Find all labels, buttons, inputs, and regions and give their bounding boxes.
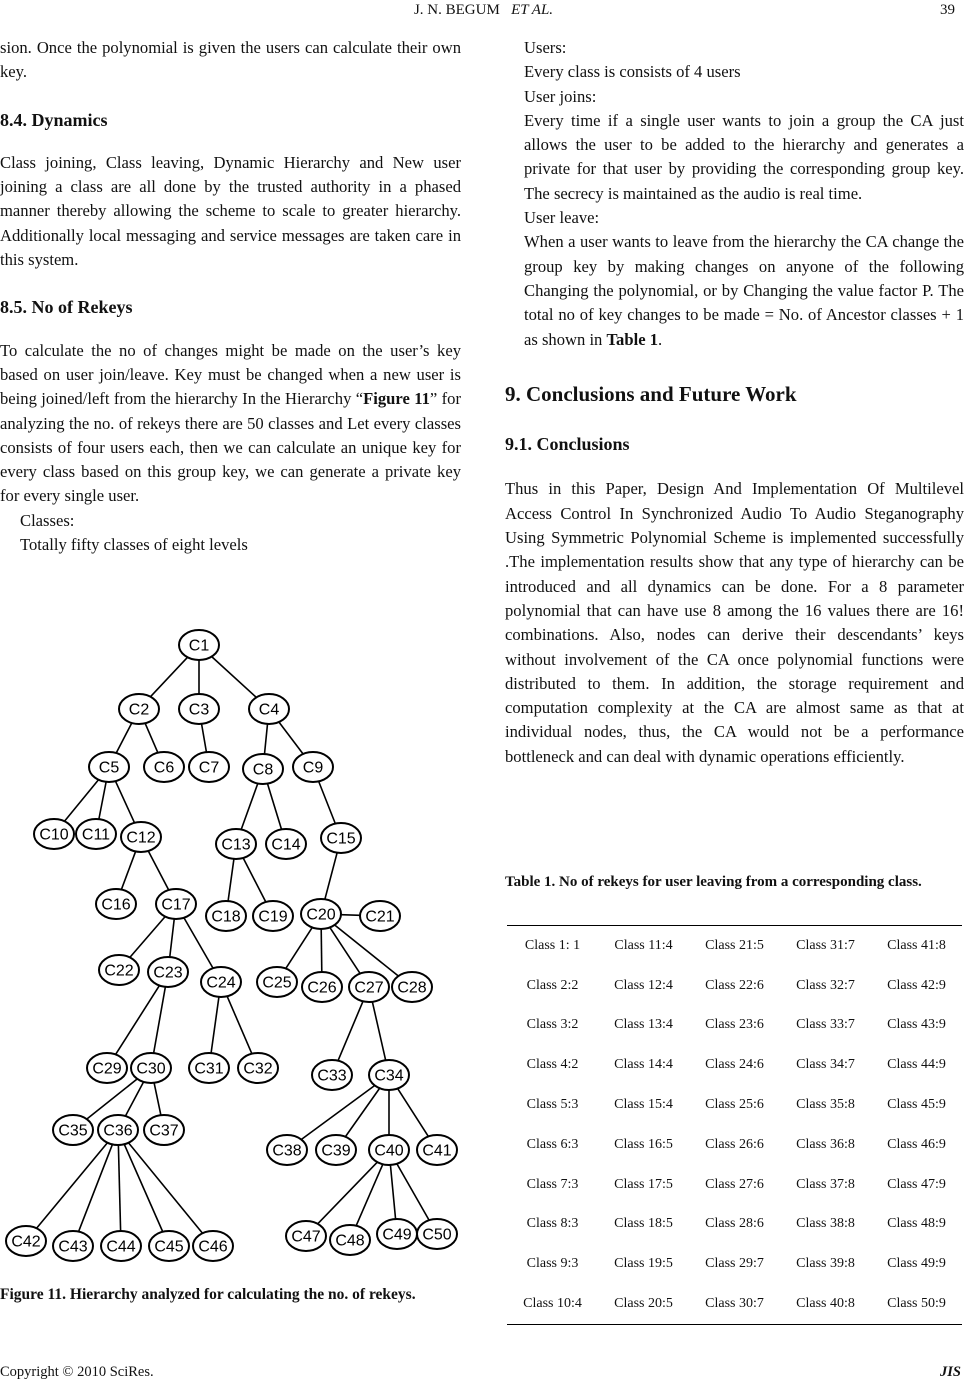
tree-edge-c15-c20	[325, 853, 337, 900]
table-cell: Class 7:3	[526, 1176, 579, 1192]
tree-edge-c36-c46	[128, 1143, 202, 1233]
tree-edge-c1-c2	[151, 657, 188, 696]
tree-node-c17	[156, 889, 196, 919]
tree-edge-c24-c31	[211, 997, 219, 1053]
tree-node-label: C19	[258, 908, 288, 926]
tree-node-c42	[6, 1226, 46, 1256]
tree-edge-c12-c17	[148, 851, 168, 890]
tree-node-label: C33	[317, 1067, 347, 1085]
table-row	[507, 1125, 962, 1165]
tree-edge-c5-c12	[115, 781, 134, 823]
tree-edge-c34-c41	[398, 1089, 429, 1137]
table-cell: Class 30:7	[705, 1296, 764, 1312]
table-cell: Class 6:3	[526, 1136, 579, 1152]
tree-node-label: C40	[374, 1142, 404, 1160]
tree-node-label: C42	[11, 1233, 41, 1251]
table-cell: Class 33:7	[796, 1017, 855, 1033]
section-8-4-title: 8.4. Dynamics	[0, 109, 108, 130]
tree-node-c30	[131, 1053, 171, 1083]
tree-edge-c23-c30	[154, 987, 166, 1053]
table-cell: Class 44:9	[887, 1057, 946, 1073]
table-cell: Class 19:5	[614, 1256, 673, 1272]
tree-edge-c9-c15	[319, 781, 336, 823]
users-label: Users:	[524, 38, 567, 57]
tree-node-label: C44	[106, 1238, 136, 1256]
tree-edge-c3-c7	[202, 724, 207, 752]
tree-edge-c4-c9	[279, 722, 303, 754]
figure-caption: Figure 11. Hierarchy analyzed for calculating the no. of rekeys.	[0, 1286, 416, 1303]
tree-node-label: C48	[335, 1232, 365, 1250]
table-caption: Table 1. No of rekeys for user leaving from a corresponding class.	[505, 874, 922, 890]
table-cell: Class 29:7	[705, 1256, 764, 1272]
tree-node-label: C43	[58, 1238, 88, 1256]
table-cell: Class 36:8	[796, 1136, 855, 1152]
intro-paragraph: sion. Once the polynomial is given the users can calculate their own key.	[0, 38, 461, 82]
table-cell: Class 15:4	[614, 1097, 673, 1113]
rekeys-table	[507, 925, 962, 1325]
tree-node-c45	[149, 1231, 189, 1261]
table-cell: Class 24:6	[705, 1057, 764, 1073]
tree-node-c33	[312, 1060, 352, 1090]
tree-node-c47	[286, 1221, 326, 1251]
tree-node-label: C5	[98, 759, 120, 777]
tree-node-c19	[253, 901, 293, 931]
section-8-4-body: Class joining, Class leaving, Dynamic Hierarchy and New user joining a class are all done by the trusted authority in a phased manner thereby allowing the scheme to scale to greater hierarchy. Additionally local messaging and service messages are taken care in this system.	[0, 152, 461, 270]
table-cell: Class 2:2	[526, 977, 579, 993]
table-cell: Class 8:3	[526, 1216, 579, 1232]
table-cell: Class 40:8	[796, 1296, 855, 1312]
tree-node-c50	[417, 1219, 457, 1249]
tree-node-c15	[321, 823, 361, 853]
table-row	[507, 966, 962, 1006]
tree-edge-c23-c29	[116, 986, 160, 1055]
tree-edge-c4-c8	[264, 724, 267, 754]
table-cell: Class 20:5	[614, 1296, 673, 1312]
tree-node-label: C8	[252, 761, 274, 779]
tree-node-label: C49	[382, 1226, 412, 1244]
tree-node-c22	[99, 955, 139, 985]
tree-node-label: C17	[161, 896, 191, 914]
table-cell: Class 46:9	[887, 1136, 946, 1152]
tree-node-label: C16	[101, 896, 131, 914]
tree-node-c44	[101, 1231, 141, 1261]
tree-edge-c8-c13	[241, 783, 258, 829]
tree-node-label: C29	[92, 1060, 122, 1078]
table-row	[507, 1006, 962, 1046]
table-cell: Class 38:8	[796, 1216, 855, 1232]
hierarchy-figure	[0, 612, 462, 1288]
tree-node-c11	[76, 819, 116, 849]
table-cell: Class 26:6	[705, 1136, 764, 1152]
tree-node-c27	[349, 972, 389, 1002]
tree-edge-c24-c32	[227, 996, 252, 1053]
tree-edge-c17-c23	[170, 919, 174, 957]
table-cell: Class 31:7	[796, 937, 855, 953]
tree-node-label: C10	[39, 826, 69, 844]
table-cell: Class 1: 1	[524, 937, 581, 953]
table-row	[507, 1244, 962, 1284]
section-9-title: 9. Conclusions and Future Work	[505, 381, 797, 406]
tree-edge-c36-c44	[118, 1145, 120, 1231]
tree-edge-c8-c14	[267, 784, 281, 830]
tree-node-c1	[179, 630, 219, 660]
tree-node-label: C3	[188, 701, 210, 719]
tree-node-label: C2	[128, 701, 150, 719]
tree-node-label: C15	[326, 830, 356, 848]
tree-edge-c30-c35	[87, 1079, 138, 1119]
table-row	[507, 926, 962, 966]
tree-node-label: C22	[104, 962, 134, 980]
tree-edge-c13-c19	[243, 858, 266, 902]
left-column	[0, 36, 461, 557]
tree-node-label: C31	[194, 1060, 224, 1078]
tree-node-c36	[98, 1115, 138, 1145]
tree-node-label: C26	[307, 979, 337, 997]
tree-node-c16	[96, 889, 136, 919]
tree-node-c40	[369, 1135, 409, 1165]
tree-node-label: C23	[153, 964, 183, 982]
figure-11-link[interactable]: Figure 11	[363, 389, 430, 409]
tree-node-c29	[87, 1053, 127, 1083]
table-cell: Class 10:4	[523, 1296, 582, 1312]
tree-node-c20	[301, 899, 341, 929]
tree-node-c2	[119, 694, 159, 724]
tree-node-c23	[148, 957, 188, 987]
tree-node-label: C30	[136, 1060, 166, 1078]
tree-node-c5	[89, 752, 129, 782]
tree-edge-c13-c18	[228, 859, 234, 901]
tree-node-label: C34	[374, 1067, 404, 1085]
tree-node-c13	[216, 829, 256, 859]
table-cell: Class 42:9	[887, 977, 946, 993]
table-cell: Class 3:2	[526, 1017, 579, 1033]
tree-node-label: C18	[211, 908, 241, 926]
tree-node-c38	[267, 1135, 307, 1165]
table-cell: Class 11:4	[614, 937, 673, 953]
table-cell: Class 22:6	[705, 977, 764, 993]
table-cell: Class 49:9	[887, 1256, 946, 1272]
user-leave-label: User leave:	[524, 208, 600, 228]
table-cell: Class 17:5	[614, 1176, 673, 1192]
tree-edge-c40-c47	[318, 1162, 378, 1224]
table-cell: Class 48:9	[887, 1216, 946, 1232]
tree-node-c32	[238, 1053, 278, 1083]
tree-node-c43	[53, 1231, 93, 1261]
tree-node-c14	[266, 829, 306, 859]
tree-node-c46	[193, 1231, 233, 1261]
table-cell: Class 41:8	[887, 937, 946, 953]
tree-edge-c27-c34	[372, 1002, 385, 1060]
page-number: 39	[940, 2, 955, 18]
footer-journal: JIS	[940, 1364, 961, 1380]
tree-node-label: C45	[154, 1238, 184, 1256]
tree-edge-c2-c5	[116, 723, 132, 753]
tree-edge-c40-c50	[397, 1164, 429, 1220]
tree-node-label: C14	[271, 836, 301, 854]
tree-edge-c17-c22	[130, 917, 165, 958]
table-cell: Class 9:3	[526, 1256, 579, 1272]
table-cell: Class 43:9	[887, 1017, 946, 1033]
tree-node-label: C27	[354, 979, 384, 997]
tree-node-c3	[179, 694, 219, 724]
table-cell: Class 28:6	[705, 1216, 764, 1232]
tree-node-label: C20	[306, 906, 336, 924]
table-cell: Class 4:2	[526, 1057, 579, 1073]
table-cell: Class 37:8	[796, 1176, 855, 1192]
classes-text: Totally fifty classes of eight levels	[20, 535, 248, 555]
tree-edge-c20-c27	[330, 927, 360, 973]
tree-edge-c20-c26	[321, 929, 322, 972]
user-leave-text-a: When a user wants to leave from the hierarchy the CA change the group key by making changes on anyone of the following Changing the polynomial, or by Changing the value factor P. The total no of key changes to be made = No. of Ancestor classes + 1 as shown in	[524, 232, 964, 349]
tree-node-c41	[417, 1135, 457, 1165]
table-row	[507, 1045, 962, 1085]
table-cell: Class 25:6	[705, 1097, 764, 1113]
table-cell: Class 18:5	[614, 1216, 673, 1232]
table-cell: Class 34:7	[796, 1057, 855, 1073]
tree-edge-c5-c10	[64, 780, 98, 821]
tree-node-label: C25	[262, 974, 292, 992]
tree-node-c28	[392, 972, 432, 1002]
table-cell: Class 23:6	[705, 1017, 764, 1033]
tree-node-label: C41	[422, 1142, 452, 1160]
rekeys-table-body	[507, 926, 962, 1325]
table-cell: Class 12:4	[614, 977, 673, 993]
table-1-link[interactable]: Table 1	[606, 329, 659, 349]
tree-node-label: C9	[302, 759, 324, 777]
tree-node-c39	[316, 1135, 356, 1165]
tree-edge-c34-c38	[301, 1086, 374, 1140]
user-leave-text	[505, 230, 964, 351]
classes-label: Classes:	[20, 510, 75, 530]
table-row	[507, 1284, 962, 1324]
table-cell: Class 21:5	[705, 937, 764, 953]
table-cell: Class 35:8	[796, 1097, 855, 1113]
tree-edge-c34-c39	[345, 1088, 379, 1136]
tree-node-c34	[369, 1060, 409, 1090]
section-8-5-body-b: ” for analyzing the no. of rekeys there are 50 classes and Let every classes consists of four users each, then we can calculate an unique key for every class based on this group key, we can generate a private key for every single user.	[0, 389, 461, 506]
table-cell: Class 50:9	[887, 1296, 946, 1312]
user-joins-label: User joins:	[524, 86, 597, 106]
tree-node-label: C11	[81, 826, 111, 844]
right-column	[505, 36, 964, 769]
tree-node-label: C7	[198, 759, 220, 777]
tree-node-label: C21	[365, 908, 395, 926]
tree-node-label: C6	[153, 759, 175, 777]
tree-node-label: C39	[321, 1142, 351, 1160]
header-author: J. N. BEGUM	[413, 2, 500, 18]
table-cell: Class 45:9	[887, 1097, 946, 1113]
user-leave-text-b: .	[658, 329, 663, 349]
section-9-1-title: 9.1. Conclusions	[505, 434, 630, 455]
tree-node-c48	[330, 1225, 370, 1255]
tree-node-label: C13	[221, 836, 251, 854]
users-text: Every class is consists of 4 users	[524, 62, 741, 82]
tree-node-c10	[34, 819, 74, 849]
section-8-5-body-a: To calculate the no of changes might be made on the user’s key based on user join/leave. Key must be changed when a new user is being joined/left from the hierarchy In the Hierarchy “	[0, 340, 461, 409]
tree-node-c7	[189, 752, 229, 782]
header-author-suffix: ET AL.	[511, 2, 554, 18]
hierarchy-tree-diagram	[0, 612, 462, 1288]
section-9-1-body: Thus in this Paper, Design And Implementation Of Multilevel Access Control In Synchronized Audio To Audio Steganography Using Symmetric Polynomial Scheme is implemented successfully .The implementation results show that any type of hierarchy can be introduced and all dynamics can be done. For a 8 parameter polynomial that can have use 8 among the 16 values there are 16! combinations. Also, nodes can derive their descendants’ keys without involvement of the CA once polynomial functions were distributed to them. In addition, the storage requirement and computation complexity at the CA are almost same as that at individual nodes, thus, the CA would not be a performance bottleneck and can deal with dynamic operations efficiently.	[505, 479, 964, 766]
tree-edge-c30-c37	[154, 1083, 161, 1115]
tree-node-label: C12	[126, 829, 156, 847]
tree-node-c18	[206, 901, 246, 931]
table-cell: Class 14:4	[614, 1057, 673, 1073]
tree-edge-c27-c33	[338, 1001, 363, 1060]
table-cell: Class 27:6	[705, 1176, 764, 1192]
tree-edge-c40-c49	[390, 1165, 395, 1219]
tree-node-label: C37	[149, 1122, 179, 1140]
tree-node-c9	[293, 752, 333, 782]
running-header	[0, 2, 967, 19]
tree-edge-c5-c11	[99, 782, 106, 819]
tree-node-c6	[144, 752, 184, 782]
tree-edge-c12-c16	[121, 851, 135, 889]
tree-node-c21	[360, 901, 400, 931]
table-cell: Class 16:5	[614, 1136, 673, 1152]
tree-node-c31	[189, 1053, 229, 1083]
table-row	[507, 1085, 962, 1125]
tree-node-label: C36	[103, 1122, 133, 1140]
tree-node-c49	[377, 1219, 417, 1249]
tree-edge-c17-c24	[184, 918, 213, 968]
table-cell: Class 5:3	[526, 1097, 579, 1113]
table-row	[507, 1165, 962, 1205]
tree-node-label: C4	[258, 701, 280, 719]
tree-node-label: C1	[188, 637, 210, 655]
section-8-5-body	[0, 339, 461, 509]
tree-node-c25	[257, 967, 297, 997]
tree-node-label: C32	[243, 1060, 273, 1078]
tree-node-c37	[144, 1115, 184, 1145]
tree-node-label: C38	[272, 1142, 302, 1160]
table-cell: Class 32:7	[796, 977, 855, 993]
table-cell: Class 39:8	[796, 1256, 855, 1272]
user-joins-text: Every time if a single user wants to join a group the CA just allows the user to be added to the hierarchy and generates a private for that user by providing the corresponding group key. The secrecy is maintained as the audio is real time.	[524, 110, 964, 203]
tree-node-c12	[121, 822, 161, 852]
tree-node-c4	[249, 694, 289, 724]
section-8-5-title: 8.5. No of Rekeys	[0, 297, 133, 318]
tree-node-c8	[243, 754, 283, 784]
tree-node-label: C35	[58, 1122, 88, 1140]
table-row	[507, 1205, 962, 1245]
tree-node-c24	[201, 967, 241, 997]
tree-node-label: C50	[422, 1226, 452, 1244]
footer-copyright: Copyright © 2010 SciRes.	[0, 1364, 154, 1380]
tree-node-label: C46	[198, 1238, 228, 1256]
tree-node-c35	[53, 1115, 93, 1145]
table-cell: Class 47:9	[887, 1176, 946, 1192]
tree-edge-c2-c6	[145, 723, 158, 752]
tree-edge-c20-c25	[286, 927, 313, 968]
tree-node-label: C28	[397, 979, 427, 997]
tree-edge-c1-c4	[212, 657, 257, 698]
tree-edge-c20-c21	[341, 915, 360, 916]
tree-edge-c40-c48	[356, 1164, 383, 1225]
table-cell: Class 13:4	[614, 1017, 673, 1033]
tree-node-c26	[302, 972, 342, 1002]
tree-node-label: C24	[206, 974, 236, 992]
tree-node-label: C47	[291, 1228, 321, 1246]
tree-edge-c36-c45	[124, 1144, 162, 1232]
